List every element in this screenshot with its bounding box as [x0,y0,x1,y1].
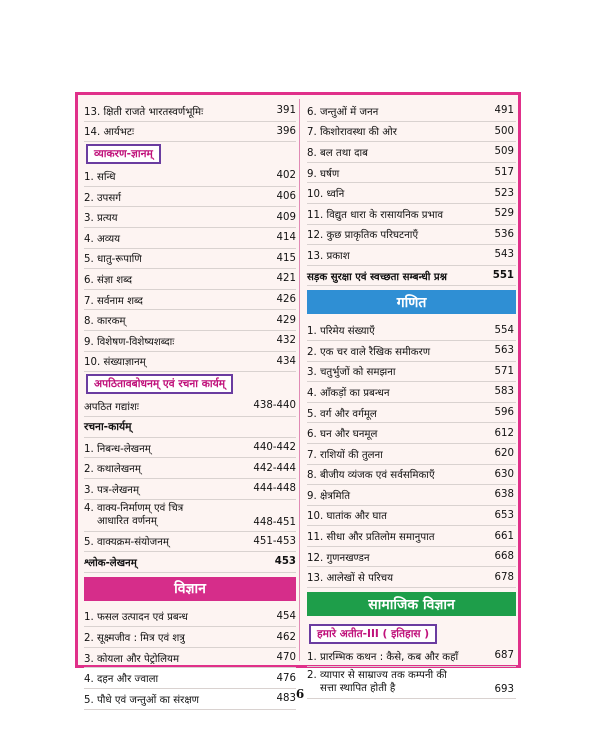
column-divider [299,99,300,661]
list-item: 3. चतुर्भुजों को समझना 571 [307,362,516,383]
list-item: 11. सीधा और प्रतिलोम समानुपात 661 [307,526,516,547]
list-item: 2. उपसर्ग 406 [84,187,296,208]
list-item: 4. आँकड़ों का प्रबन्धन 583 [307,382,516,403]
list-item: 1. सन्धि 402 [84,166,296,187]
list-item: 9. घर्षण 517 [307,163,516,184]
list-item: 4. अव्यय 414 [84,228,296,249]
section-band-samajik: सामाजिक विज्ञान [307,592,516,616]
list-item: 7. सर्वनाम शब्द 426 [84,290,296,311]
list-item: 9. विशेषण-विशेष्यशब्दाः 432 [84,331,296,352]
list-item: 10. घातांक और घात 653 [307,506,516,527]
list-item: 13. आलेखों से परिचय 678 [307,567,516,588]
list-item: 5. वाक्यक्रम-संयोजनम् 451-453 [84,532,296,553]
list-item: 10. संख्याज्ञानम् 434 [84,352,296,373]
contents-frame [75,92,521,706]
list-item: 6. जन्तुओं में जनन 491 [307,101,516,122]
list-item: 4. दहन और ज्वाला 476 [84,668,296,689]
section-heading-apathit: अपठितावबोधनम् एवं रचना कार्यम् [86,374,233,394]
section-heading-itihas: हमारे अतीत-III ( इतिहास ) [309,624,437,644]
list-item: 13. प्रकाश 543 [307,245,516,266]
list-item: 10. ध्वनि 523 [307,183,516,204]
list-item: 4. वाक्य-निर्माणम् एवं चित्र आधारित वर्णनम् 448-451 [84,500,296,532]
list-item: श्लोक-लेखनम् 453 [84,552,296,573]
list-item: 12. गुणनखण्डन 668 [307,547,516,568]
list-item: 6. संज्ञा शब्द 421 [84,269,296,290]
list-item: 9. क्षेत्रमिति 638 [307,485,516,506]
section-band-ganit: गणित [307,290,516,314]
list-item: 11. विद्युत धारा के रासायनिक प्रभाव 529 [307,204,516,225]
left-column [84,101,296,710]
list-item: 3. पत्र-लेखनम् 444-448 [84,479,296,500]
list-item: 12. कुछ प्राकृतिक परिघटनाएँ 536 [307,225,516,246]
list-item: सड़क सुरक्षा एवं स्वच्छता सम्बन्धी प्रश्न 551 [307,266,516,287]
section-heading-vyakaran: व्याकरण-ज्ञानम् [86,144,161,164]
list-item: अपठित गद्यांशः 438-440 [84,396,296,417]
list-item: 7. राशियों की तुलना 620 [307,444,516,465]
list-item: 1. परिमेय संख्याएँ 554 [307,320,516,341]
list-item: 8. बीजीय व्यंजक एवं सर्वसमिकाएँ 630 [307,465,516,486]
list-item: 13. क्षिती राजते भारतस्वर्णभूमिः 391 [84,101,296,122]
list-item: 2. एक चर वाले रैखिक समीकरण 563 [307,341,516,362]
section-heading-rachna: रचना-कार्यम् [84,417,296,438]
list-item: 7. किशोरावस्था की ओर 500 [307,122,516,143]
list-item: 5. पौधे एवं जन्तुओं का संरक्षण 483 [84,689,296,710]
list-item: 5. धातु-रूपाणि 415 [84,249,296,270]
list-item: 1. निबन्ध-लेखनम् 440-442 [84,438,296,459]
list-item: 3. प्रत्यय 409 [84,207,296,228]
list-item: 2. सूक्ष्मजीव : मित्र एवं शत्रु 462 [84,627,296,648]
list-item: 3. कोयला और पेट्रोलियम 470 [84,648,296,669]
section-band-vigyan: विज्ञान [84,577,296,601]
right-column [307,101,516,699]
list-item: 8. कारकम् 429 [84,310,296,331]
page-number: 6 [295,687,305,701]
list-item: 2. व्यापार से साम्राज्य तक कम्पनी की सत्ता स्थापित होती है 693 [307,667,516,699]
list-item: 1. फसल उत्पादन एवं प्रबन्ध 454 [84,607,296,628]
list-item: 14. आर्यभटः 396 [84,122,296,143]
list-item: 1. प्रारम्भिक कथन : कैसे, कब और कहाँ 687 [307,646,516,667]
list-item: 8. बल तथा दाब 509 [307,142,516,163]
list-item: 6. घन और घनमूल 612 [307,423,516,444]
list-item: 5. वर्ग और वर्गमूल 596 [307,403,516,424]
list-item: 2. कथालेखनम् 442-444 [84,458,296,479]
